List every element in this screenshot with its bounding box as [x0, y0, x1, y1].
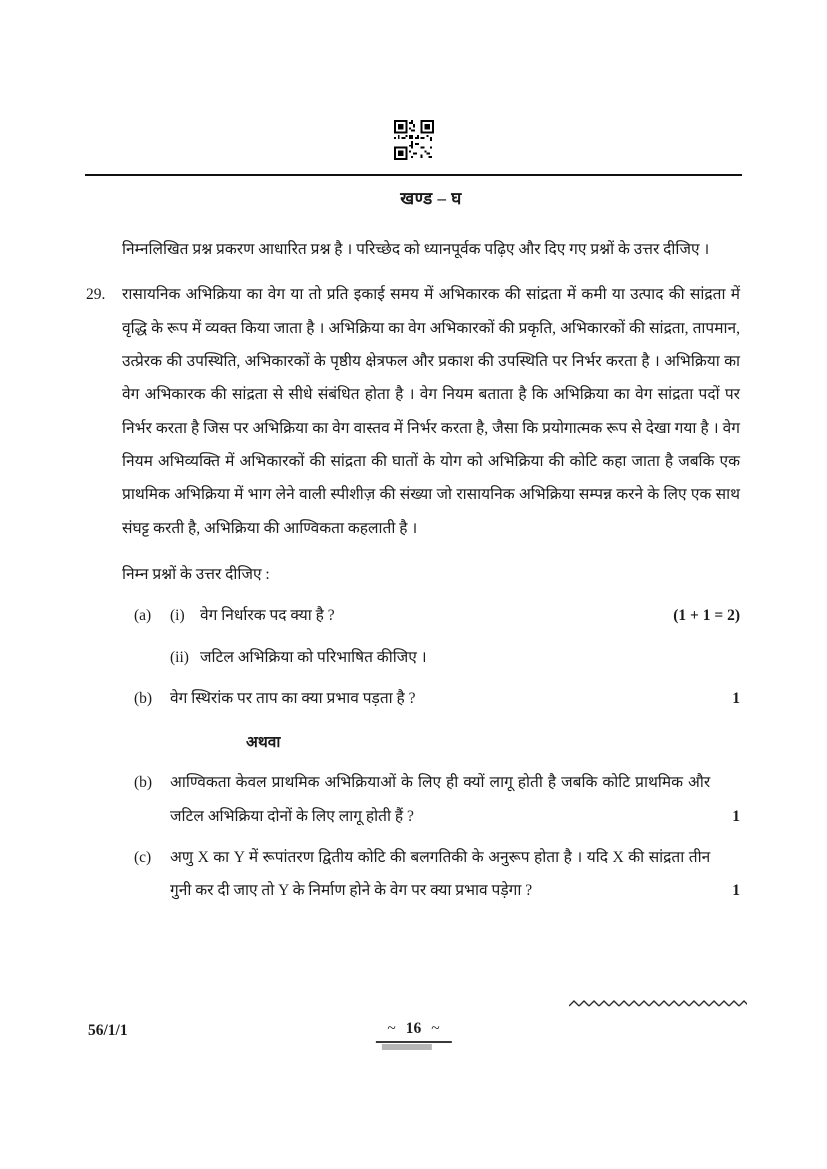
case-study-intro: निम्नलिखित प्रश्न प्रकरण आधारित प्रश्न है । परिच्छेद को ध्यानपूर्वक पढ़िए और दिए गए प्रश्नों के उत्तर दीजिए । — [122, 241, 710, 258]
part-b-alternative — [134, 766, 740, 833]
part-label — [134, 641, 170, 674]
page-number-value: 16 — [405, 1020, 422, 1037]
qr-code-svg — [394, 120, 434, 160]
part-label: (a) — [134, 607, 152, 625]
page-number-tilde-left: ~ — [387, 1020, 396, 1037]
question-prompt: निम्न प्रश्नों के उत्तर दीजिए : — [122, 565, 270, 583]
part-marks: 1 — [732, 689, 740, 707]
part-sub-label: (ii) — [170, 648, 189, 666]
question-29 — [86, 278, 740, 545]
part-a-i — [134, 599, 740, 632]
part-b — [134, 682, 740, 715]
or-label: अथवा — [246, 734, 281, 752]
part-text: वेग निर्धारक पद क्या है ? — [200, 607, 335, 625]
page-number-tilde-right: ~ — [431, 1020, 440, 1037]
part-text: वेग स्थिरांक पर ताप का क्या प्रभाव पड़ता है ? — [170, 689, 416, 707]
part-a-ii — [134, 641, 740, 674]
part-marks: 1 — [732, 882, 740, 900]
part-label: (b) — [134, 689, 153, 707]
part-text: जटिल अभिक्रिया को परिभाषित कीजिए । — [200, 648, 427, 666]
header-divider — [85, 174, 742, 176]
question-parts — [122, 599, 740, 907]
paper-code: 56/1/1 — [88, 1022, 128, 1039]
part-c — [134, 841, 740, 908]
page-number — [375, 1020, 451, 1043]
part-marks: (1 + 1 = 2) — [673, 607, 740, 625]
part-sub-label: (i) — [170, 607, 185, 625]
part-text: आण्विकता केवल प्राथमिक अभिक्रियाओं के लिए ही क्यों लागू होती है जबकि कोटि प्राथमिक और जटिल अभिक्रिया दोनों के लिए लागू होती हैं ? — [170, 774, 711, 825]
part-label: (b) — [134, 774, 153, 792]
zigzag-line — [569, 999, 747, 1009]
page-content — [86, 186, 740, 908]
part-text: अणु X का Y में रूपांतरण द्वितीय कोटि की बलगतिकी के अनुरूप होता है । यदि X की सांद्रता तीन गुनी कर दी जाए तो Y के निर्माण होने के वेग पर क्या प्रभाव पड़ेगा ? — [170, 848, 711, 900]
part-marks: 1 — [732, 807, 740, 825]
qr-code-icon — [394, 120, 434, 160]
question-number: 29. — [86, 286, 106, 304]
question-passage: रासायनिक अभिक्रिया का वेग या तो प्रति इकाई समय में अभिकारक की सांद्रता में कमी या उत्पाद की सांद्रता में वृद्धि के रूप में व्यक्त किया जाता है । अभिक्रिया का वेग अभिकारकों की प्रकृति, अभिकारकों की सांद्रता, तापमान, उत्प्रेरक की उपस्थिति, अभिकारकों के पृष्ठीय क्षेत्रफल और प्रकाश की उपस्थिति पर निर्भर करता है । अभिक्रिया का वेग अभिकारक की सांद्रता से सीधे संबंधित होता है । वेग नियम बताता है कि अभिक्रिया का वेग सांद्रता पदों पर निर्भर करता है जिस पर अभिक्रिया का वेग वास्तव में निर्भर करता है, जैसा कि प्रयोगात्मक रूप से देखा गया है । वेग नियम अभिव्यक्ति में अभिकारकों की सांद्रता की घातों के योग को अभिक्रिया की कोटि कहा जाता है जबकि एक प्राथमिक अभिक्रिया में भाग लेने वाली स्पीशीज़ की संख्या जो रासायनिक अभिक्रिया सम्पन्न करने के लिए एक साथ संघट्ट करती है, अभिक्रिया की आण्विकता कहलाती है । — [122, 286, 740, 537]
part-label: (c) — [134, 848, 152, 866]
section-heading: खण्ड – घ — [400, 189, 462, 208]
